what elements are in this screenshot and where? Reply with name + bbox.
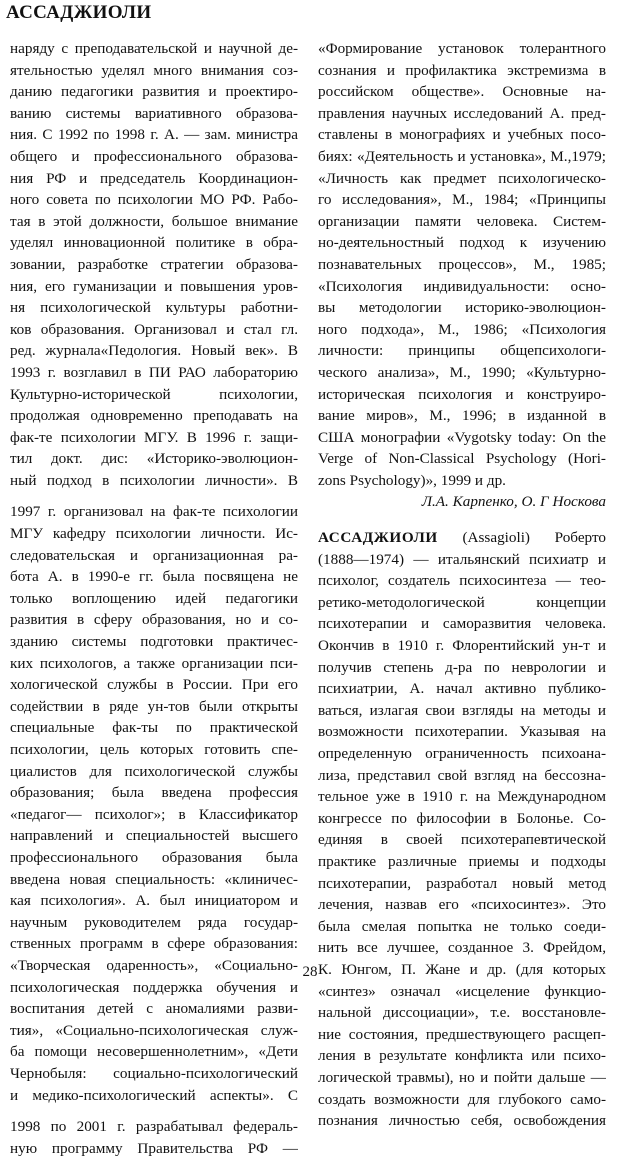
left-column-line: «педагог— психолог»; в Классификатор (10, 805, 298, 823)
right-column-line: познавательных процессов», М., 1985; (318, 255, 606, 273)
left-column-line: ятельностью уделял много внимания соз- (10, 61, 298, 79)
author-signature: Л.А. Карпенко, О. Г Носкова (421, 493, 606, 511)
left-column-line: тил докт. дис: «Историко-эволюцион- (10, 450, 298, 468)
left-column-line: образования; была введена профессия (10, 784, 298, 802)
left-column-line: 1993 г. возглавил в ПИ РАО лабораторию (10, 363, 298, 381)
right-column-line: «Формирование установок толерантного (318, 40, 606, 57)
left-column-line: бота А. в 1990-е гг. была посвящена не (10, 568, 298, 586)
right-column-line: Verge of Non-Classical Psychology (Hori- (318, 450, 606, 468)
left-column-line: общего и профессионального образова- (10, 147, 298, 165)
left-column-line: ня психологической культуры работни- (10, 299, 298, 317)
left-column-line: зданию системы подготовки практичес- (10, 633, 298, 651)
left-column-line: психологическая поддержка обучения и (10, 978, 298, 996)
entry-gap (318, 513, 606, 527)
entry-line: Окончив в 1910 г. Флорентийский ун-т и (318, 637, 606, 655)
right-column-line: го исследования», М., 1984; «Принципы (318, 191, 606, 209)
left-column-line: ный подход в психологии личности». В (10, 471, 298, 489)
left-column-line: воспитания детей с аномалиями разви- (10, 1000, 298, 1018)
left-column-line: развития в сферу образования, но и со- (10, 611, 298, 629)
left-column-line: зовании, разработке стратегии образова- (10, 255, 298, 273)
left-column-line: циалистов для психологической службы (10, 762, 298, 780)
entry-line: (1888—1974) — итальянский психиатр и (318, 550, 606, 568)
entry-line: познания личностью себя, освобождения (318, 1112, 606, 1130)
entry-line: ние состояния, предшествующего расщеп- (318, 1025, 606, 1043)
left-column-line: только воплощению идей педагогики (10, 589, 298, 607)
left-column-line: «Творческая одаренность», «Социально- (10, 956, 298, 974)
entry-first-line (318, 527, 606, 549)
left-column-line: содействии в ряде ун-тов были открыты (10, 697, 298, 715)
left-column-line: ких психологов, а также организации пси- (10, 654, 298, 672)
entry-line: получив степень д-ра по неврологии и (318, 658, 606, 676)
entry-line: конгрессе по философии в Болонье. Со- (318, 809, 606, 827)
right-column-line: zons Psychology)», 1999 и др. (318, 471, 506, 489)
left-column-line: Культурно-исторической психологии, (10, 385, 298, 403)
left-column-line: хологической службы в России. При его (10, 676, 298, 694)
left-column-line: данию педагогики развития и проектиро- (10, 83, 298, 101)
entry-line: логической травмы), но и пойти дальше — (318, 1068, 606, 1086)
right-column-line: вы методологии историко-эволюцион- (318, 299, 606, 317)
left-column-line: специальные фак-ты по практической (10, 719, 298, 737)
paragraph-gap (10, 1106, 298, 1116)
left-column-line: научным руководителем ряда государ- (10, 913, 298, 931)
left-column-line: ванию системы вариативного образова- (10, 104, 298, 122)
right-column-line: биях: «Деятельность и установка», М.,1979; (318, 147, 606, 165)
entry-line: тельное уже в 1910 г. на Международном (318, 788, 606, 806)
left-column-line: и медико-психологический аспекты». С (10, 1086, 298, 1104)
entry-headword: АССАДЖИОЛИ (318, 529, 438, 547)
entry-line: лиза, представил свой взгляд на бессозна- (318, 766, 606, 784)
left-column-line: продолжая одновременно преподавать на (10, 407, 298, 425)
left-column-line: тая в этой должности, большое внимание (10, 212, 298, 230)
entry-line: нальной диссоциации», т.е. восстановле- (318, 1004, 606, 1022)
right-column-line: сознания и профилактика экстремизма в (318, 61, 606, 79)
left-column-line: введена новая специальность: «клиничес- (10, 870, 298, 888)
left-column-line: направлений и специальностей высшего (10, 827, 298, 845)
left-column-line: 1998 по 2001 г. разрабатывал федераль- (10, 1118, 298, 1136)
left-column-line: ния, его гуманизации и повышения уров- (10, 277, 298, 295)
left-column-line: ба помощи несовершеннолетним», «Дети (10, 1043, 298, 1061)
left-column-line: психологии, цель которых готовить спе- (10, 741, 298, 758)
left-column (10, 38, 298, 1159)
right-column-line: вание миров», М., 1996; в изданной в (318, 407, 606, 425)
left-column-line: 1997 г. организовал на фак-те психологии (10, 503, 298, 521)
entry-line: нить все лучшее, созданное 3. Фрейдом, (318, 939, 606, 957)
right-column-line: ческого анализа», М., 1990; «Культурно- (318, 363, 606, 381)
entry-line: практике различные приемы и подходы (318, 852, 606, 870)
left-column-line: ков образования. Организовал и стал гл. (10, 320, 298, 338)
entry-line: К. Юнгом, П. Жане и др. (для которых (318, 960, 606, 978)
entry-line: ления в результате конфликта или психо- (318, 1047, 606, 1065)
left-column-line: ную программу Правительства РФ — (10, 1139, 298, 1157)
right-column-line: правления научных исследований А. пред- (318, 104, 606, 122)
entry-line: ваться, излагая свои взгляды на методы и (318, 701, 606, 719)
entry-line: ретико-методологической концепции (318, 593, 606, 611)
right-column-line: «Психология индивидуальности: осно- (318, 277, 606, 295)
entry-line: психотерапии, разработал новый метод (318, 874, 606, 892)
left-column-line: ния РФ и председатель Координацион- (10, 169, 298, 187)
running-head: АССАДЖИОЛИ (6, 2, 152, 23)
entry-line: создать возможности для глубокого само- (318, 1090, 606, 1108)
entry-first-line-rest: (Assagioli) Роберто (462, 529, 606, 547)
entry-line: единяя в своей психотерапевтической (318, 831, 606, 849)
right-column-line: личности: принципы общепсихологи- (318, 342, 606, 360)
left-column-line: следовательская и организационная ра- (10, 546, 298, 564)
entry-line: возможности психотерапии. Указывая на (318, 723, 606, 741)
right-column-line: российском обществе». Основные на- (318, 83, 606, 101)
left-column-line: ред. журнала«Педология. Новый век». В (10, 342, 298, 360)
right-column-line: но-деятельностный подход к изучению (318, 234, 606, 252)
left-column-line: МГУ кафедру психологии личности. Ис- (10, 525, 298, 543)
left-column-line: ния. С 1992 по 1998 г. А. — зам. министра (10, 126, 298, 144)
right-column-line: США монографии «Vygotsky today: On the (318, 428, 606, 446)
entry-line: лечения, назвав его «психосинтез». Это (318, 896, 606, 914)
entry-line: психиатрии, А. начал активно публико- (318, 680, 606, 698)
entry-line: была смелая попытка не только соеди- (318, 917, 606, 935)
entry-line: «синтез» означал «исцеление функцио- (318, 982, 606, 1000)
right-column-line: «Личность как предмет психологическо- (318, 169, 606, 187)
entry-line: психотерапии и саморазвития человека. (318, 615, 606, 633)
entry-line: психолог, создатель психосинтеза — тео- (318, 572, 606, 590)
left-column-line: тия», «Социально-психологическая служ- (10, 1021, 298, 1039)
left-column-line: кая психология». А. был инициатором и (10, 892, 298, 910)
right-column-line: ставлены в монографиях и учебных посо- (318, 126, 606, 144)
left-column-line: ственных программ в сфере образования: (10, 935, 298, 953)
left-column-line: наряду с преподавательской и научной де- (10, 40, 298, 57)
paragraph-gap (10, 491, 298, 501)
right-column-line: ного подхода», М., 1986; «Психология (318, 320, 606, 338)
left-column-line: уделял инновационной политике в обра- (10, 234, 298, 252)
page-number: 28 (302, 964, 318, 980)
entry-line: определенную ограниченность психоана- (318, 745, 606, 762)
left-column-line: профессионального образования была (10, 848, 298, 866)
right-column-line: организации памяти человека. Систем- (318, 212, 606, 230)
left-column-line: ного совета по психологии МО РФ. Рабо- (10, 191, 298, 209)
right-column-line: историческая психология и конструиро- (318, 385, 606, 403)
left-column-line: фак-те психологии МГУ. В 1996 г. защи- (10, 428, 298, 446)
left-column-line: Чернобыля: социально-психологический (10, 1064, 298, 1082)
